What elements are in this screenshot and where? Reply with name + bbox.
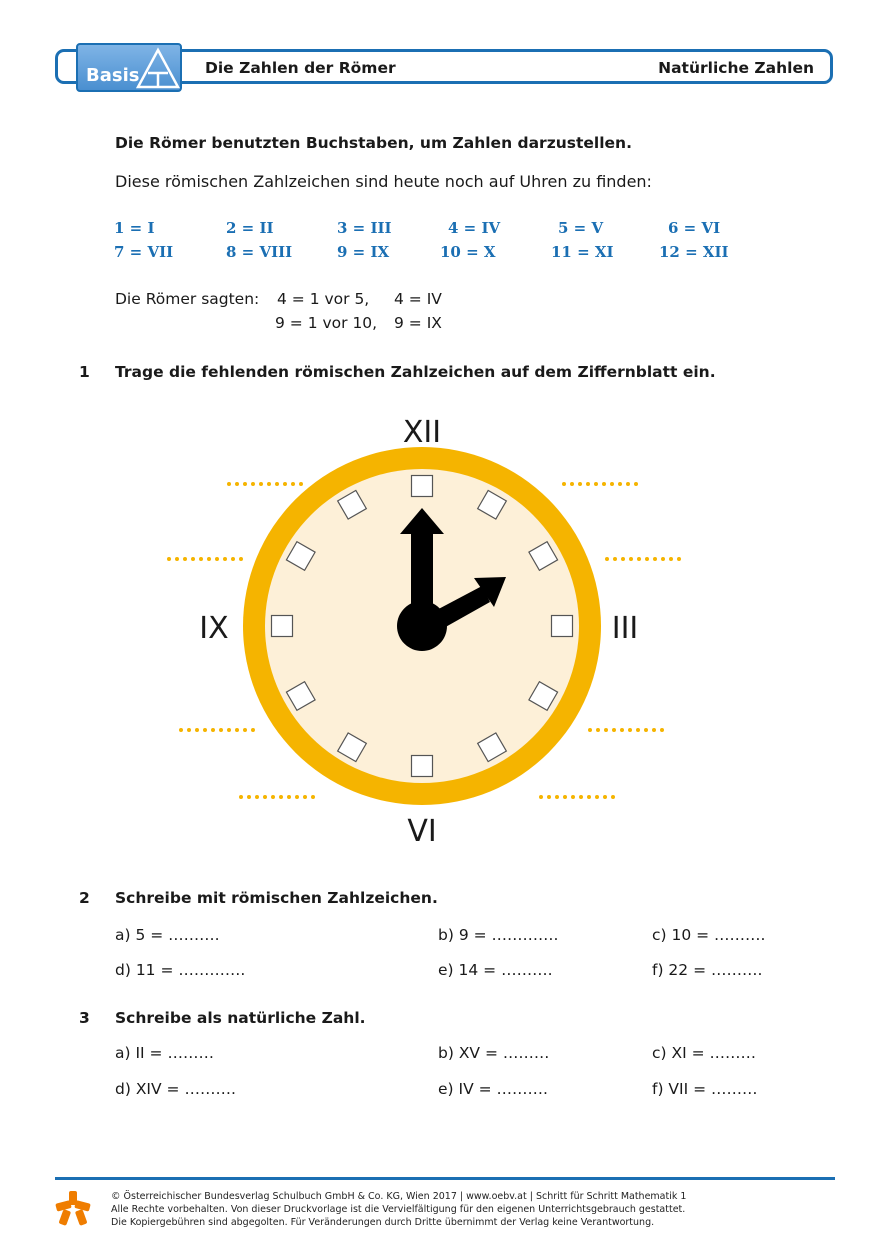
- exercise-item: c) XI = ………: [652, 1044, 757, 1062]
- numeral-entry: 2 = II: [226, 219, 274, 237]
- footer-fees: Die Kopiergebühren sind abgegolten. Für Veränderungen durch Dritte übernimmt der Verlag keine Verantwortung.: [111, 1217, 655, 1228]
- exercise-item: b) XV = ………: [438, 1044, 550, 1062]
- clock-label-3: III: [611, 611, 639, 646]
- romans-said-label: Die Römer sagten:: [115, 290, 260, 308]
- basis-badge: [76, 43, 182, 92]
- task-3-number: 3: [79, 1009, 90, 1027]
- page-topic: Natürliche Zahlen: [658, 59, 814, 77]
- clock-label-12: XII: [402, 415, 442, 450]
- clock-diagram: [0, 400, 890, 860]
- footer-divider: [55, 1177, 835, 1180]
- numeral-entry: 7 = VII: [114, 243, 174, 261]
- hour-box[interactable]: [412, 476, 433, 497]
- task-3-title: Schreibe als natürliche Zahl.: [115, 1009, 366, 1027]
- exercise-item: c) 10 = ……….: [652, 926, 766, 944]
- task-2-title: Schreibe mit römischen Zahlzeichen.: [115, 889, 438, 907]
- exercise-item: e) 14 = ……….: [438, 961, 553, 979]
- exercise-item: e) IV = ……….: [438, 1080, 548, 1098]
- numeral-entry: 9 = IX: [337, 243, 390, 261]
- answer-dot-line[interactable]: [605, 557, 681, 561]
- answer-dot-line[interactable]: [227, 482, 303, 486]
- numeral-entry: 10 = X: [440, 243, 496, 261]
- clock-label-9: IX: [199, 611, 229, 646]
- hour-box[interactable]: [272, 616, 293, 637]
- numeral-entry: 6 = VI: [668, 219, 721, 237]
- numeral-entry: 11 = XI: [551, 243, 614, 261]
- numeral-entry: 4 = IV: [448, 219, 501, 237]
- result-9: 9 = IX: [394, 314, 442, 332]
- exercise-item: f) 22 = ……….: [652, 961, 763, 979]
- exercise-item: f) VII = ………: [652, 1080, 758, 1098]
- intro-heading: Die Römer benutzten Buchstaben, um Zahlen darzustellen.: [115, 134, 632, 152]
- rule-9: 9 = 1 vor 10,: [275, 314, 378, 332]
- answer-dot-line[interactable]: [588, 728, 664, 732]
- task-1-title: Trage die fehlenden römischen Zahlzeichen auf dem Ziffernblatt ein.: [115, 363, 716, 381]
- result-4: 4 = IV: [394, 290, 442, 308]
- answer-dot-line[interactable]: [539, 795, 615, 799]
- exercise-item: a) II = ………: [115, 1044, 214, 1062]
- task-1-number: 1: [79, 363, 90, 381]
- task-2-number: 2: [79, 889, 90, 907]
- numeral-entry: 3 = III: [337, 219, 392, 237]
- answer-dot-line[interactable]: [239, 795, 315, 799]
- exercise-item: a) 5 = ……….: [115, 926, 220, 944]
- answer-dot-line[interactable]: [167, 557, 243, 561]
- rule-4: 4 = 1 vor 5,: [277, 290, 370, 308]
- numeral-entry: 12 = XII: [659, 243, 729, 261]
- hour-box[interactable]: [552, 616, 573, 637]
- numeral-entry: 1 = I: [114, 219, 155, 237]
- answer-dot-line[interactable]: [562, 482, 638, 486]
- numeral-entry: 8 = VIII: [226, 243, 293, 261]
- hour-box[interactable]: [412, 756, 433, 777]
- pyramid-icon: [136, 47, 180, 89]
- footer-rights: Alle Rechte vorbehalten. Von dieser Druckvorlage ist die Vervielfältigung für den eigenen Unterrichtsgebrauch gestattet.: [111, 1204, 686, 1215]
- clock-label-6: VI: [407, 814, 437, 849]
- numeral-entry: 5 = V: [558, 219, 604, 237]
- footer-copyright: © Österreichischer Bundesverlag Schulbuch GmbH & Co. KG, Wien 2017 | www.oebv.at | Schritt für Schritt Mathematik 1: [111, 1191, 687, 1202]
- intro-text: Diese römischen Zahlzeichen sind heute noch auf Uhren zu finden:: [115, 172, 652, 191]
- publisher-logo-icon: [55, 1190, 91, 1226]
- exercise-item: b) 9 = ………….: [438, 926, 559, 944]
- exercise-item: d) 11 = ………….: [115, 961, 246, 979]
- exercise-item: d) XIV = ……….: [115, 1080, 236, 1098]
- answer-dot-line[interactable]: [179, 728, 255, 732]
- badge-label: Basis: [86, 65, 140, 86]
- page-title: Die Zahlen der Römer: [205, 59, 396, 77]
